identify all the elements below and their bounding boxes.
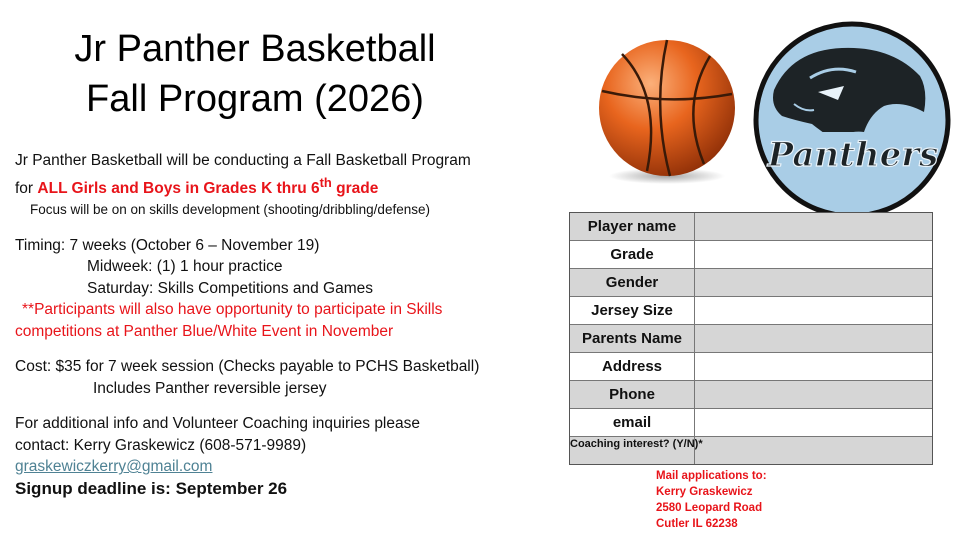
intro-line-2 <box>15 172 560 200</box>
form-field-label: Grade <box>570 241 694 268</box>
registration-form <box>569 212 933 465</box>
participants-note-line-2: competitions at Panther Blue/White Event in November <box>15 322 394 340</box>
midweek-line: Midweek: (1) 1 hour practice <box>87 258 283 276</box>
form-row <box>570 352 932 380</box>
flyer-title <box>20 24 490 124</box>
cost-line: Cost: $35 for 7 week session (Checks payable to PCHS Basketball) <box>15 358 480 376</box>
form-row <box>570 296 932 324</box>
form-row <box>570 268 932 296</box>
contact-line-2: contact: Kerry Graskewicz (608-571-9989) <box>15 436 307 454</box>
jersey-included-line: Includes Panther reversible jersey <box>93 379 327 397</box>
form-row <box>570 213 932 240</box>
form-row <box>570 240 932 268</box>
form-field-input[interactable] <box>694 213 932 240</box>
form-field-input[interactable] <box>694 241 932 268</box>
form-field-input[interactable] <box>694 269 932 296</box>
form-field-input[interactable] <box>694 325 932 352</box>
eligibility-text: ALL Girls and Boys in Grades K thru 6 <box>37 179 320 197</box>
form-field-label: Address <box>570 353 694 380</box>
contact-email-link[interactable]: graskewiczkerry@gmail.com <box>15 458 213 476</box>
focus-line: Focus will be on on skills development (shooting/dribbling/defense) <box>30 202 430 218</box>
form-row <box>570 324 932 352</box>
title-line-2: Fall Program (2026) <box>86 78 424 120</box>
eligibility-suffix: grade <box>331 179 379 197</box>
mail-city: Cutler IL 62238 <box>656 518 738 530</box>
form-field-input[interactable] <box>694 297 932 324</box>
form-field-input[interactable] <box>694 437 932 464</box>
spacer <box>15 221 560 235</box>
mail-street: 2580 Leopard Road <box>656 502 763 514</box>
panthers-logo <box>752 20 952 220</box>
form-field-input[interactable] <box>694 353 932 380</box>
form-field-label: email <box>570 409 694 436</box>
timing-line: Timing: 7 weeks (October 6 – November 19) <box>15 236 320 254</box>
participants-note-line-1: **Participants will also have opportunity to participate in Skills <box>22 301 443 319</box>
title-line-1: Jr Panther Basketball <box>74 28 436 70</box>
form-row <box>570 436 932 464</box>
saturday-line: Saturday: Skills Competitions and Games <box>87 279 374 297</box>
spacer <box>15 342 560 356</box>
form-field-label: Jersey Size <box>570 297 694 324</box>
eligibility-superscript: th <box>319 174 332 190</box>
form-field-label: Coaching interest? (Y/N)* <box>570 438 703 450</box>
form-field-label: Phone <box>609 386 655 403</box>
mailing-address <box>656 468 767 532</box>
form-field-label: Parents Name <box>581 330 683 347</box>
basketball-icon <box>592 36 742 186</box>
form-field-label: Gender <box>605 274 659 291</box>
contact-line-1: For additional info and Volunteer Coaching inquiries please <box>15 415 420 433</box>
mail-heading: Mail applications to: <box>656 470 767 482</box>
mail-recipient: Kerry Graskewicz <box>656 486 753 498</box>
form-row <box>570 408 932 436</box>
spacer <box>15 399 560 413</box>
intro-prefix: for <box>15 179 38 197</box>
program-details <box>15 150 560 499</box>
eligibility-highlight <box>37 174 379 197</box>
form-field-label: Player name <box>587 218 677 235</box>
form-field-input[interactable] <box>694 409 932 436</box>
form-field-input[interactable] <box>694 381 932 408</box>
logo-wordmark: Panthers <box>767 135 939 175</box>
signup-deadline: Signup deadline is: September 26 <box>15 478 288 498</box>
intro-line-1: Jr Panther Basketball will be conducting a Fall Basketball Program <box>15 152 471 169</box>
form-row <box>570 380 932 408</box>
